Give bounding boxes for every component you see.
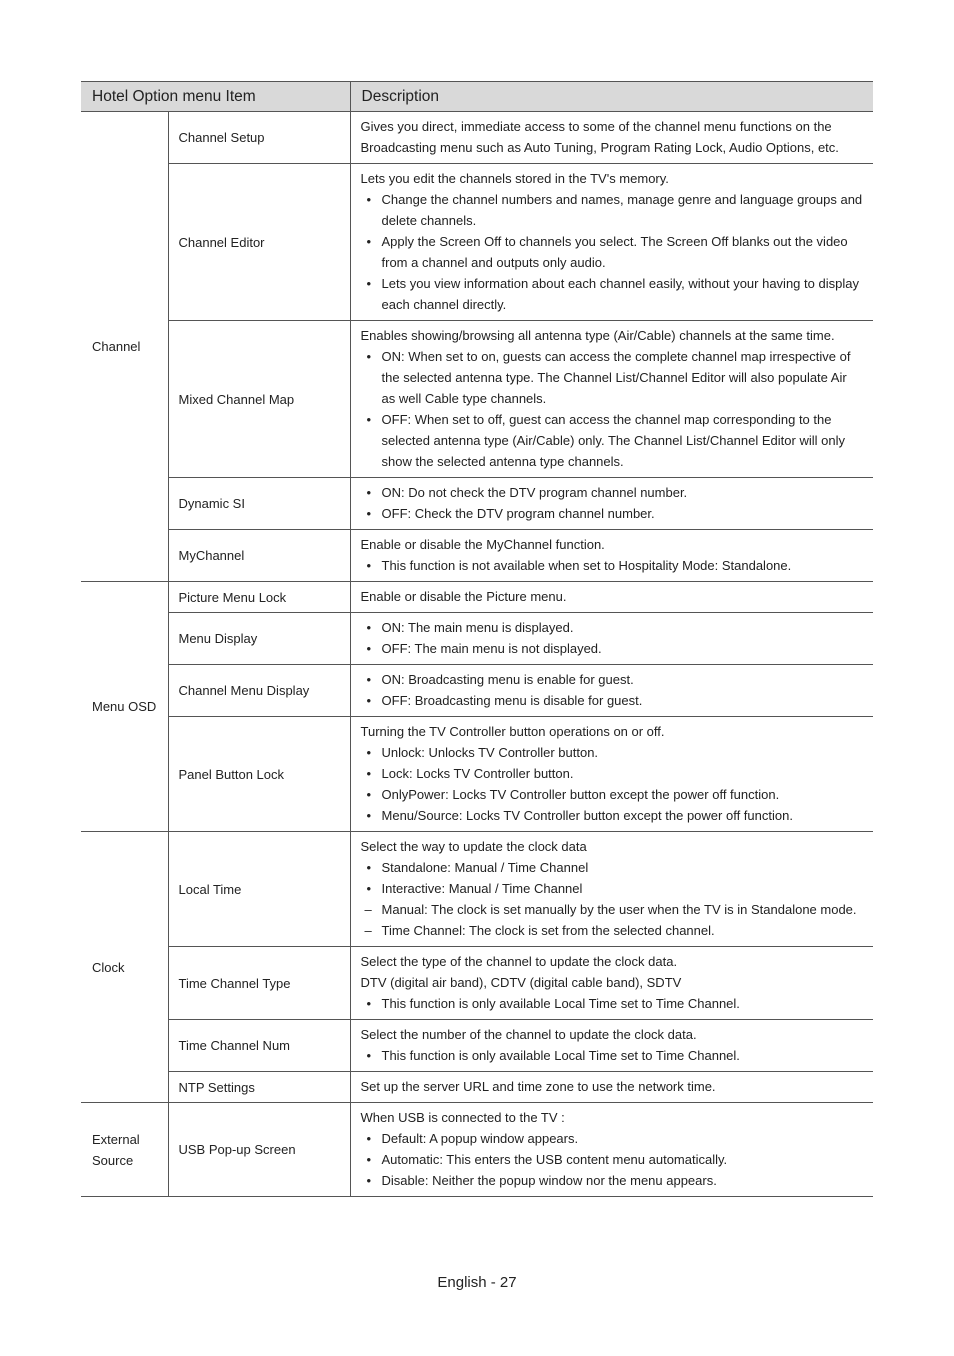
table-row [81, 1020, 873, 1072]
description-line: When USB is connected to the TV : [360, 1110, 565, 1125]
dash-item: – Time Channel: The clock is set from the selected channel. [361, 920, 864, 941]
description-line: Select the way to update the clock data [360, 839, 587, 854]
category-clock: Clock [81, 832, 168, 1103]
bullet-item: • Change the channel numbers and names, manage genre and language groups and delete channels. [361, 189, 864, 231]
bullet-item: • Default: A popup window appears. [361, 1128, 864, 1149]
item-description [350, 1072, 873, 1103]
bullet-item: • Lock: Locks TV Controller button. [361, 763, 864, 784]
description-line: Enable or disable the MyChannel function. [360, 537, 605, 552]
description-line: Turning the TV Controller button operations on or off. [360, 724, 665, 739]
description-line: Enables showing/browsing all antenna type (Air/Cable) channels at the same time. [360, 328, 835, 343]
bullet-item: • Automatic: This enters the USB content menu automatically. [361, 1149, 864, 1170]
item-description [350, 164, 873, 321]
table-row [81, 582, 873, 613]
bullet-item: • ON: The main menu is displayed. [361, 617, 864, 638]
item-description [350, 613, 873, 665]
bullet-item: • OFF: The main menu is not displayed. [361, 638, 864, 659]
description-line: Gives you direct, immediate access to some of the channel menu functions on the Broadcasting menu such as Auto Tuning, Program Rating Lock, Audio Options, etc. [360, 119, 839, 155]
item-name: Channel Setup [168, 112, 350, 164]
description-line: Select the number of the channel to update the clock data. [360, 1027, 697, 1042]
table-row [81, 478, 873, 530]
item-name: Channel Menu Display [168, 665, 350, 717]
item-description [350, 321, 873, 478]
page-number: English - 27 [437, 1274, 517, 1291]
bullet-item: • Standalone: Manual / Time Channel [361, 857, 864, 878]
item-name: Picture Menu Lock [168, 582, 350, 613]
item-description [350, 832, 873, 947]
item-description [350, 582, 873, 613]
bullet-item: • Lets you view information about each channel easily, without your having to display each channel directly. [361, 273, 864, 315]
table-row [81, 1103, 873, 1197]
description-line: Select the type of the channel to update the clock data. [360, 954, 678, 969]
item-name: Time Channel Num [168, 1020, 350, 1072]
bullet-item: • This function is only available Local Time set to Time Channel. [361, 993, 864, 1014]
item-name: Channel Editor [168, 164, 350, 321]
table-row [81, 1072, 873, 1103]
table-header-row [81, 82, 873, 112]
table-row [81, 530, 873, 582]
table-row [81, 717, 873, 832]
item-description [350, 717, 873, 832]
bullet-item: • OFF: Check the DTV program channel number. [361, 503, 864, 524]
bullet-item: • OnlyPower: Locks TV Controller button except the power off function. [361, 784, 864, 805]
item-name: USB Pop-up Screen [168, 1103, 350, 1197]
table-row [81, 665, 873, 717]
item-name: Panel Button Lock [168, 717, 350, 832]
bullet-item: • Apply the Screen Off to channels you select. The Screen Off blanks out the video from a channel and outputs only audio. [361, 231, 864, 273]
item-name: NTP Settings [168, 1072, 350, 1103]
table-row [81, 613, 873, 665]
bullet-item: • OFF: Broadcasting menu is disable for guest. [361, 690, 864, 711]
table-row [81, 164, 873, 321]
bullet-item: • Menu/Source: Locks TV Controller button except the power off function. [361, 805, 864, 826]
item-name: Menu Display [168, 613, 350, 665]
item-description [350, 478, 873, 530]
item-description [350, 1103, 873, 1197]
item-description [350, 530, 873, 582]
item-name: Time Channel Type [168, 947, 350, 1020]
item-description [350, 112, 873, 164]
description-line: Lets you edit the channels stored in the TV's memory. [360, 171, 669, 186]
item-name: MyChannel [168, 530, 350, 582]
item-name: Mixed Channel Map [168, 321, 350, 478]
item-description [350, 947, 873, 1020]
dash-item: – Manual: The clock is set manually by the user when the TV is in Standalone mode. [361, 899, 864, 920]
bullet-item: • Interactive: Manual / Time Channel [361, 878, 864, 899]
bullet-item: • Unlock: Unlocks TV Controller button. [361, 742, 864, 763]
bullet-item: • OFF: When set to off, guest can access the channel map corresponding to the selected antenna type (Air/Cable) only. The Channel List/Channel Editor will only show the selected antenna type channels. [361, 409, 864, 472]
category-channel: Channel [81, 112, 168, 582]
table-row [81, 112, 873, 164]
bullet-item: • Disable: Neither the popup window nor the menu appears. [361, 1170, 864, 1191]
header-menu-item: Hotel Option menu Item [81, 82, 350, 112]
bullet-item: • This function is only available Local Time set to Time Channel. [361, 1045, 864, 1066]
item-description [350, 1020, 873, 1072]
bullet-item: • This function is not available when set to Hospitality Mode: Standalone. [361, 555, 864, 576]
table-row [81, 832, 873, 947]
hotel-option-table [81, 81, 873, 1197]
header-description: Description [350, 82, 873, 112]
description-line: DTV (digital air band), CDTV (digital cable band), SDTV [360, 975, 682, 990]
item-name: Local Time [168, 832, 350, 947]
bullet-item: • ON: Do not check the DTV program channel number. [361, 482, 864, 503]
description-line: Set up the server URL and time zone to use the network time. [360, 1079, 716, 1094]
item-description [350, 665, 873, 717]
category-menu-osd: Menu OSD [81, 582, 168, 832]
category-external-source: External Source [81, 1103, 168, 1197]
bullet-item: • ON: Broadcasting menu is enable for guest. [361, 669, 864, 690]
description-line: Enable or disable the Picture menu. [360, 589, 567, 604]
table-row [81, 947, 873, 1020]
item-name: Dynamic SI [168, 478, 350, 530]
bullet-item: • ON: When set to on, guests can access the complete channel map irrespective of the selected antenna type. The Channel List/Channel Editor will also populate Air as well Cable type channels. [361, 346, 864, 409]
table-row [81, 321, 873, 478]
